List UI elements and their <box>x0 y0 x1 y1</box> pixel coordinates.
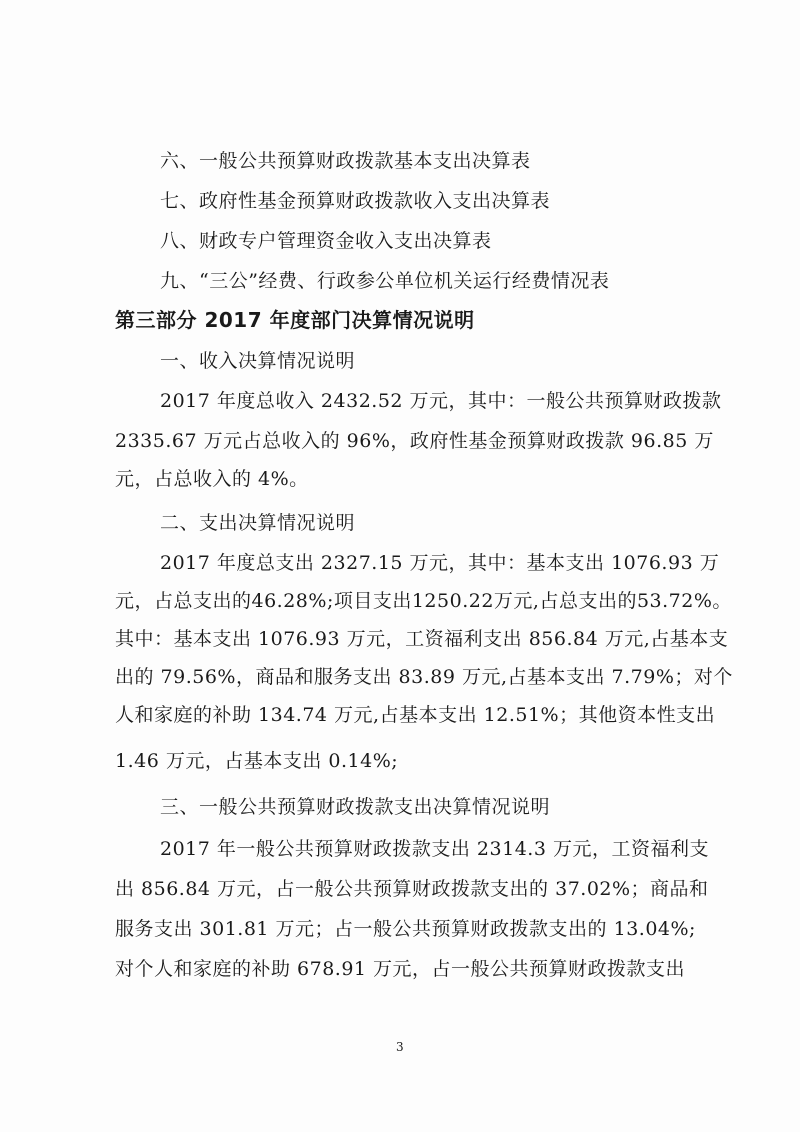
section-public-budget-line: 对个人和家庭的补助 678.91 万元，占一般公共预算财政拨款支出 <box>115 958 686 980</box>
section-public-budget-line: 出 856.84 万元，占一般公共预算财政拨款支出的 37.02%；商品和 <box>115 878 709 900</box>
section-public-budget-title: 三、一般公共预算财政拨款支出决算情况说明 <box>160 796 551 818</box>
list-item-9: 九、“三公”经费、行政参公单位机关运行经费情况表 <box>160 270 610 292</box>
section-income-title: 一、收入决算情况说明 <box>160 350 356 372</box>
section-income-line: 2017 年度总收入 2432.52 万元，其中：一般公共预算财政拨款 <box>160 390 722 412</box>
section-public-budget-line: 2017 年一般公共预算财政拨款支出 2314.3 万元，工资福利支 <box>160 838 709 860</box>
section-expense-line: 出的 79.56%，商品和服务支出 83.89 万元,占基本支出 7.79%；对个 <box>115 666 733 688</box>
list-item-8: 八、财政专户管理资金收入支出决算表 <box>160 230 492 252</box>
part-three-heading: 第三部分 2017 年度部门决算情况说明 <box>115 308 475 332</box>
section-expense-line: 1.46 万元，占基本支出 0.14%; <box>115 750 399 772</box>
section-expense-line: 元，占总支出的46.28%;项目支出1250.22万元,占总支出的53.72%。 <box>115 590 732 612</box>
section-expense-line: 其中：基本支出 1076.93 万元，工资福利支出 856.84 万元,占基本支 <box>115 628 729 650</box>
section-expense-line: 人和家庭的补助 134.74 万元,占基本支出 12.51%；其他资本性支出 <box>115 704 716 726</box>
section-expense-title: 二、支出决算情况说明 <box>160 512 356 534</box>
section-expense-line: 2017 年度总支出 2327.15 万元，其中：基本支出 1076.93 万 <box>160 552 720 574</box>
list-item-6: 六、一般公共预算财政拨款基本支出决算表 <box>160 150 531 172</box>
section-public-budget-line: 服务支出 301.81 万元；占一般公共预算财政拨款支出的 13.04%; <box>115 918 696 940</box>
page-number: 3 <box>396 1040 404 1054</box>
section-income-line: 2335.67 万元占总收入的 96%，政府性基金预算财政拨款 96.85 万 <box>115 430 714 452</box>
section-income-line: 元，占总收入的 4%。 <box>115 468 309 490</box>
list-item-7: 七、政府性基金预算财政拨款收入支出决算表 <box>160 190 551 212</box>
